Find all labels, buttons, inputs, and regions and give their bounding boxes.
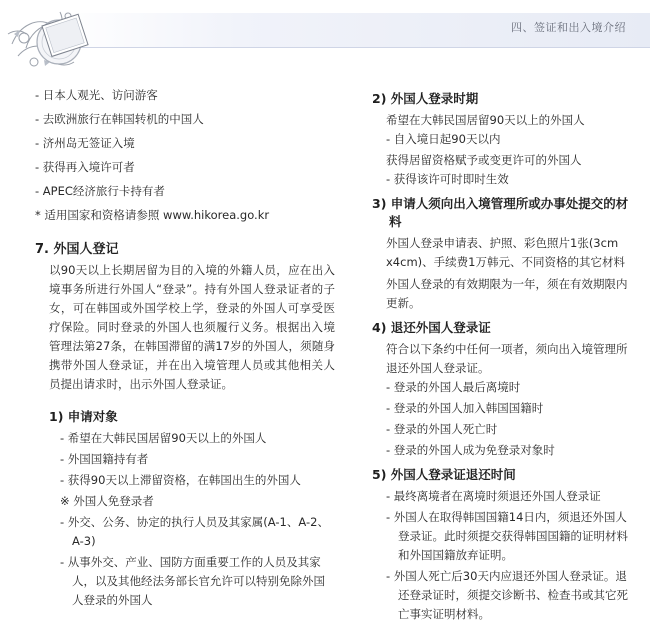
list-item: - 希望在大韩民国居留90天以上的外国人 [60, 431, 267, 445]
list-item: - 外交、公务、协定的执行人员及其家属(A-1、A-2、A-3) [60, 515, 329, 548]
list-item: - 济州岛无签证入境 [35, 136, 135, 150]
paragraph: 外国人登录申请表、护照、彩色照片1张(3cm x4cm)、手续费1万韩元、不同资格的其它材料 [386, 236, 625, 269]
subheading-applicants: 1) 申请对象 [49, 409, 118, 424]
reference-note: * 适用国家和资格请参照 www.hikorea.go.kr [35, 208, 270, 222]
subheading-registration-period: 2) 外国人登录时期 [372, 91, 479, 106]
list-item: - 外国人死亡后30天内应退还外国人登录证。退还登录证时，须提交诊断书、检查书或其它死亡事实证明材料。 [386, 569, 628, 621]
list-item: - 登录的外国人加入韩国国籍时 [386, 401, 544, 415]
subheading-return-card: 4) 退还外国人登录证 [372, 320, 491, 335]
list-item: - 登录的外国人死亡时 [386, 422, 498, 436]
paragraph: 外国人登录的有效期限为一年，须在有效期限内更新。 [386, 277, 628, 310]
list-item: - APEC经济旅行卡持有者 [35, 184, 165, 198]
subheading-required-documents: 3) 申请人须向出入境管理所或办事处提交的材料 [372, 196, 629, 229]
right-column [372, 90, 634, 626]
list-item: - 日本人观光、访问游客 [35, 88, 158, 102]
list-item: - 获得90天以上滞留资格，在韩国出生的外国人 [60, 473, 301, 487]
section-body: 以90天以上长期居留为目的入境的外籍人员，应在出入境事务所进行外国人“登录”。持有外国人登录证者的子女，可在韩国或外国学校上学，登录的外国人可享受医疗保险。同时登录的外国人也须履行义务。根据出入境管理法第27条，在韩国滞留的满17岁的外国人，须随身携带外国人登录证，并在出入境管理人员或其他相关人员提出请求时，出示外国人登录证。 [49, 263, 335, 391]
list-item: - 去欧洲旅行在韩国转机的中国人 [35, 112, 204, 126]
list-item: - 登录的外国人最后离境时 [386, 380, 521, 394]
list-item: - 最终离境者在离境时须退还外国人登录证 [386, 489, 601, 503]
paragraph: 获得居留资格赋予或变更许可的外国人 [386, 153, 582, 167]
list-item: - 从事外交、产业、国防方面重要工作的人员及其家人，以及其他经法务部长官允许可以特别免除外国人登录的外国人 [60, 555, 325, 607]
chapter-title: 四、签证和出入境介绍 [511, 21, 626, 34]
exemption-note: ※ 外国人免登录者 [60, 494, 154, 508]
list-item: - 登录的外国人成为免登录对象时 [386, 443, 555, 457]
list-item: - 外国国籍持有者 [60, 452, 149, 466]
list-item: - 外国人在取得韩国国籍14日内，须退还外国人登录证。此时须提交获得韩国国籍的证明材料和外国国籍放弃证明。 [386, 510, 628, 562]
left-column [35, 86, 335, 612]
list-item: - 获得再入境许可者 [35, 160, 135, 174]
floral-cd-ornament-icon [4, 4, 100, 76]
list-item: - 自入境日起90天以内 [386, 132, 501, 146]
subheading-return-time: 5) 外国人登录证退还时间 [372, 467, 516, 482]
section-heading-alien-registration: 7. 外国人登记 [35, 242, 119, 257]
list-item: - 获得该许可时即时生效 [386, 172, 509, 186]
paragraph: 希望在大韩民国居留90天以上的外国人 [386, 113, 585, 127]
paragraph: 符合以下条约中任何一项者，须向出入境管理所退还外国人登录证。 [386, 342, 628, 375]
